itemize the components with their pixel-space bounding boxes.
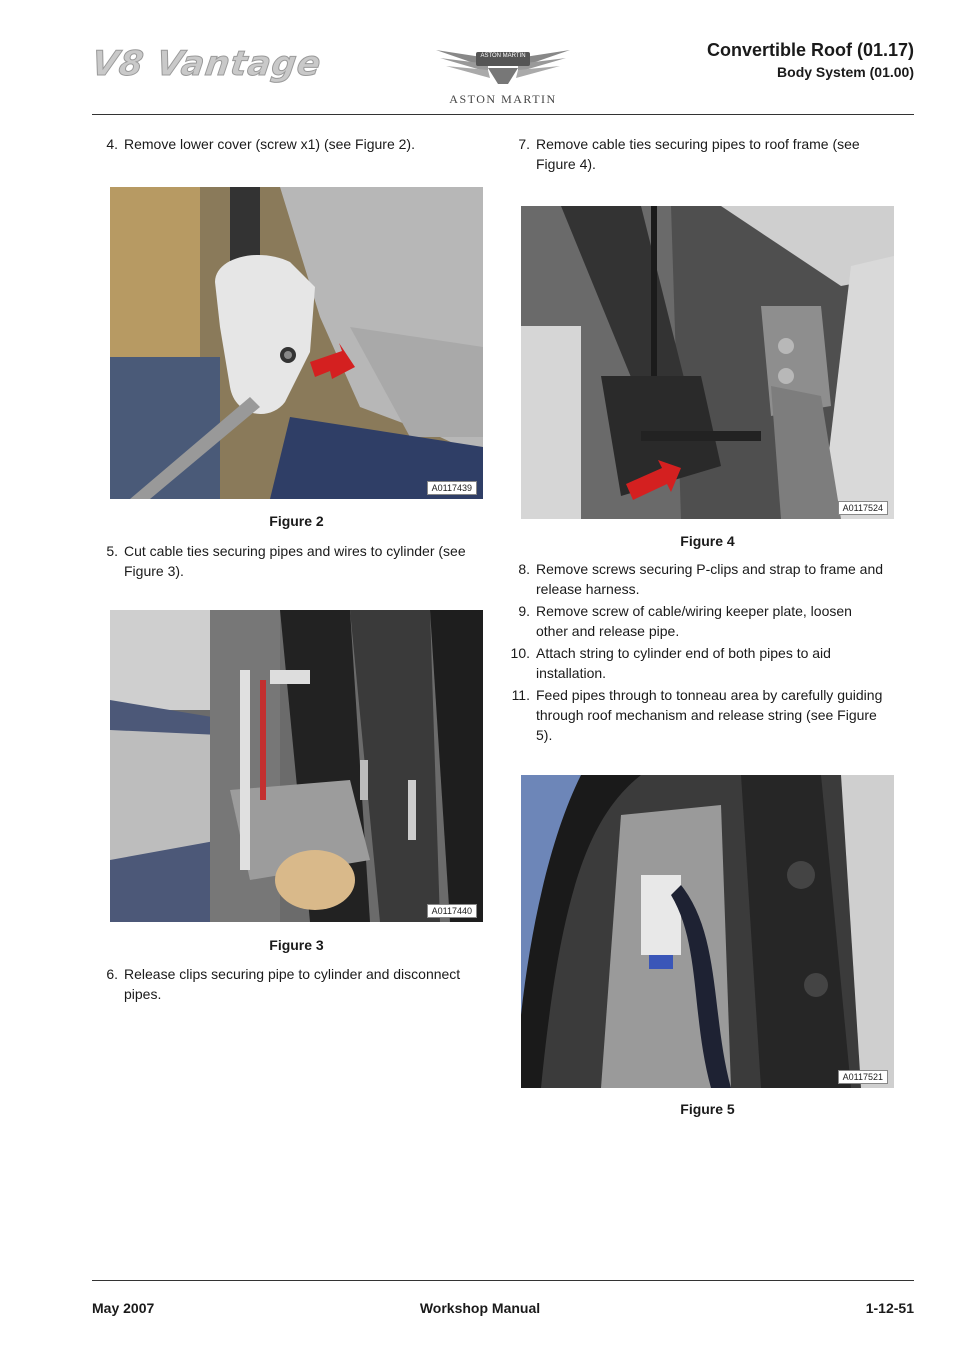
footer-date: May 2007 bbox=[92, 1300, 155, 1316]
figure-4-photo bbox=[521, 206, 894, 519]
step-text: Release clips securing pipe to cylinder and disconnect bbox=[124, 966, 461, 982]
footer-divider bbox=[92, 1280, 914, 1281]
step-7 bbox=[504, 134, 914, 174]
step-text: Figure 3). bbox=[124, 563, 184, 579]
step-number: 10. bbox=[510, 645, 530, 661]
step-8 bbox=[504, 559, 914, 599]
figure-5-caption: Figure 5 bbox=[680, 1101, 735, 1117]
figure-3-caption: Figure 3 bbox=[269, 937, 324, 953]
step-text: other and release pipe. bbox=[536, 623, 680, 639]
step-5 bbox=[92, 541, 502, 581]
step-text: Remove screw of cable/wiring keeper plate, loosen bbox=[536, 603, 852, 619]
figure-code: A0117521 bbox=[838, 1070, 888, 1084]
figure-2-photo bbox=[110, 187, 483, 499]
v8-vantage-logo: V8 Vantage bbox=[89, 44, 325, 84]
figure-4-caption: Figure 4 bbox=[680, 533, 735, 549]
figure-code: A0117440 bbox=[427, 904, 477, 918]
step-text: Remove screws securing P-clips and strap to frame and bbox=[536, 561, 884, 577]
footer-manual: Workshop Manual bbox=[419, 1300, 541, 1316]
aston-martin-wings-logo bbox=[436, 44, 570, 88]
step-text: release harness. bbox=[536, 581, 640, 597]
step-text: Feed pipes through to tonneau area by carefully guiding bbox=[536, 687, 883, 703]
step-text: through roof mechanism and release string (see Figure bbox=[536, 707, 877, 723]
step-number: 9. bbox=[518, 603, 530, 619]
step-11 bbox=[504, 685, 914, 745]
step-text: Figure 4). bbox=[536, 156, 596, 172]
step-text: 5). bbox=[536, 727, 553, 743]
step-number: 8. bbox=[518, 561, 530, 577]
footer-page-number: 1-12-51 bbox=[865, 1300, 914, 1316]
header-divider bbox=[92, 114, 914, 115]
step-10 bbox=[504, 643, 914, 683]
step-text: installation. bbox=[536, 665, 607, 681]
step-text: pipes. bbox=[124, 986, 162, 1002]
figure-5-photo bbox=[521, 775, 894, 1088]
step-9 bbox=[504, 601, 914, 641]
step-number: 6. bbox=[106, 966, 118, 982]
section-title: Convertible Roof (01.17) bbox=[706, 40, 914, 60]
step-text: Remove cable ties securing pipes to roof frame (see bbox=[536, 136, 860, 152]
step-number: 7. bbox=[518, 136, 530, 152]
step-text: Attach string to cylinder end of both pipes to aid bbox=[536, 645, 831, 661]
brand-name: ASTON MARTIN bbox=[449, 92, 557, 106]
step-number: 5. bbox=[106, 543, 118, 559]
step-text: Cut cable ties securing pipes and wires to cylinder (see bbox=[124, 543, 466, 559]
figure-code: A0117524 bbox=[838, 501, 888, 515]
step-text: Remove lower cover (screw x1) (see Figure 2). bbox=[124, 136, 415, 152]
step-6 bbox=[92, 964, 502, 1004]
step-4 bbox=[92, 134, 492, 154]
step-number: 11. bbox=[511, 687, 530, 703]
section-subtitle: Body System (01.00) bbox=[777, 64, 914, 80]
figure-code: A0117439 bbox=[427, 481, 477, 495]
figure-3-photo bbox=[110, 610, 483, 922]
figure-2-caption: Figure 2 bbox=[269, 513, 324, 529]
step-number: 4. bbox=[106, 136, 118, 152]
badge-text: ASTON MARTIN bbox=[480, 53, 526, 59]
